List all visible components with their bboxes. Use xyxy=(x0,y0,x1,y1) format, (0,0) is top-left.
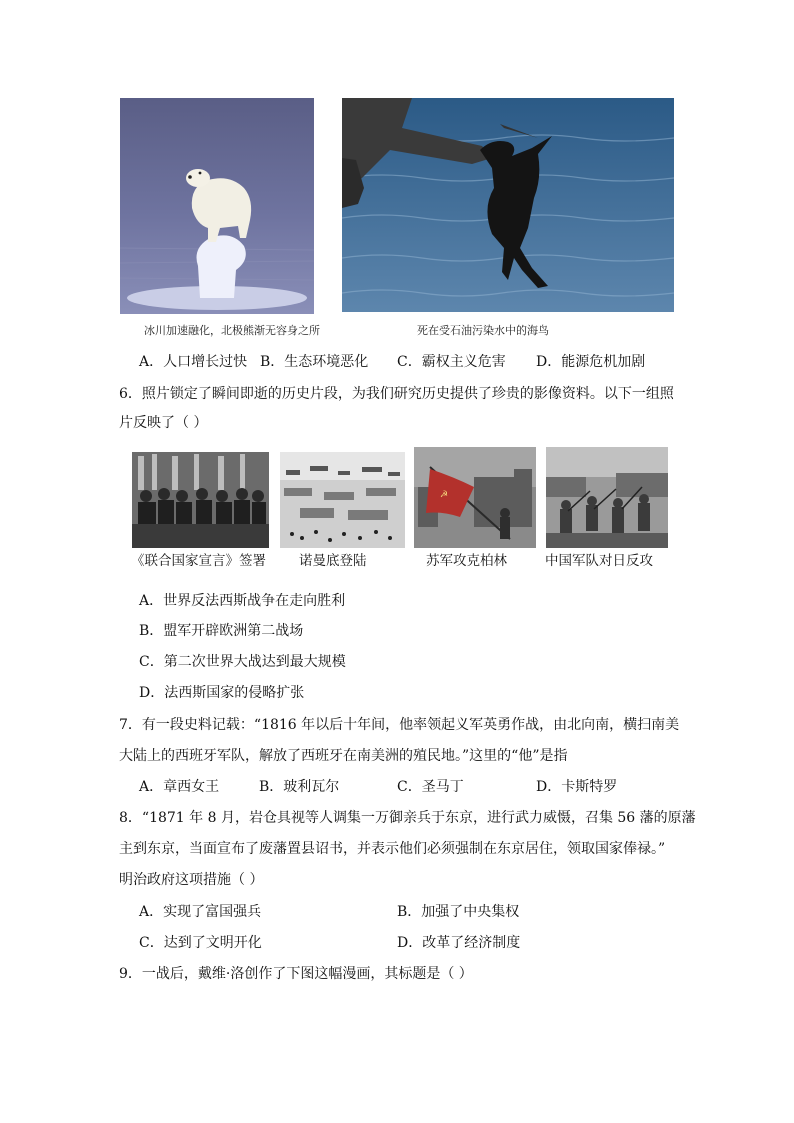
q8-option-c[interactable]: C．达到了文明开化 xyxy=(139,935,262,951)
q7-option-c[interactable]: C．圣马丁 xyxy=(397,779,464,795)
q6-stem-line1: 6．照片锁定了瞬间即逝的历史片段，为我们研究历史提供了珍贵的影像资料。以下一组照 xyxy=(119,386,674,402)
photo2-caption: 死在受石油污染水中的海鸟 xyxy=(417,324,549,337)
polar-bear-photo xyxy=(120,98,314,314)
photo1-caption: 冰川加速融化，北极熊渐无容身之所 xyxy=(144,324,320,337)
q6-stem-line2: 片反映了（ ） xyxy=(119,415,208,431)
un-declaration-photo xyxy=(132,452,269,548)
berlin-reichstag-photo xyxy=(414,447,536,548)
q5-option-c[interactable]: C．霸权主义危害 xyxy=(397,354,506,370)
q8-option-d[interactable]: D．改革了经济制度 xyxy=(397,935,521,951)
q7-option-d[interactable]: D．卡斯特罗 xyxy=(536,779,618,795)
q8-stem-line1: 8．“1871 年 8 月，岩仓具视等人调集一万御亲兵于东京，进行武力威慑，召集 56 藩的原藩 xyxy=(119,810,696,826)
q6-option-a[interactable]: A．世界反法西斯战争在走向胜利 xyxy=(139,593,346,609)
normandy-photo xyxy=(280,452,405,548)
q6-option-b[interactable]: B．盟军开辟欧洲第二战场 xyxy=(139,623,304,639)
q6-option-d[interactable]: D．法西斯国家的侵略扩张 xyxy=(139,685,305,701)
q8-option-b[interactable]: B．加强了中央集权 xyxy=(397,904,520,920)
chinese-counterattack-photo xyxy=(546,447,668,548)
photo-caption-un: 《联合国家宣言》签署 xyxy=(131,553,266,569)
q7-stem-line2: 大陆上的西班牙军队，解放了西班牙在南美洲的殖民地。”这里的“他”是指 xyxy=(119,748,568,764)
q7-option-a[interactable]: A．章西女王 xyxy=(139,779,220,795)
q5-option-a[interactable]: A．人口增长过快 xyxy=(139,354,248,370)
q7-option-b[interactable]: B．玻利瓦尔 xyxy=(259,779,340,795)
photo-caption-berlin: 苏军攻克柏林 xyxy=(426,553,507,569)
photo-caption-china: 中国军队对日反攻 xyxy=(545,553,653,569)
q8-stem-line2: 主到东京，当面宣布了废藩置县诏书，并表示他们必须强制在东京居住，领取国家俸禄。” xyxy=(119,841,666,857)
q8-stem-line3: 明治政府这项措施（ ） xyxy=(119,872,264,888)
q6-option-c[interactable]: C．第二次世界大战达到最大规模 xyxy=(139,654,346,670)
svg-text:☭: ☭ xyxy=(440,490,449,500)
q9-stem-line1: 9．一战后，戴维·洛创作了下图这幅漫画，其标题是（ ） xyxy=(119,966,473,982)
q7-stem-line1: 7．有一段史料记载：“1816 年以后十年间，他率领起义军英勇作战，由北向南，横扫南美 xyxy=(119,717,680,733)
photo-caption-normandy: 诺曼底登陆 xyxy=(299,553,367,569)
q8-option-a[interactable]: A．实现了富国强兵 xyxy=(139,904,262,920)
q5-option-b[interactable]: B．生态环境恶化 xyxy=(260,354,369,370)
oiled-bird-photo xyxy=(342,98,674,312)
q5-option-d[interactable]: D．能源危机加剧 xyxy=(536,354,646,370)
